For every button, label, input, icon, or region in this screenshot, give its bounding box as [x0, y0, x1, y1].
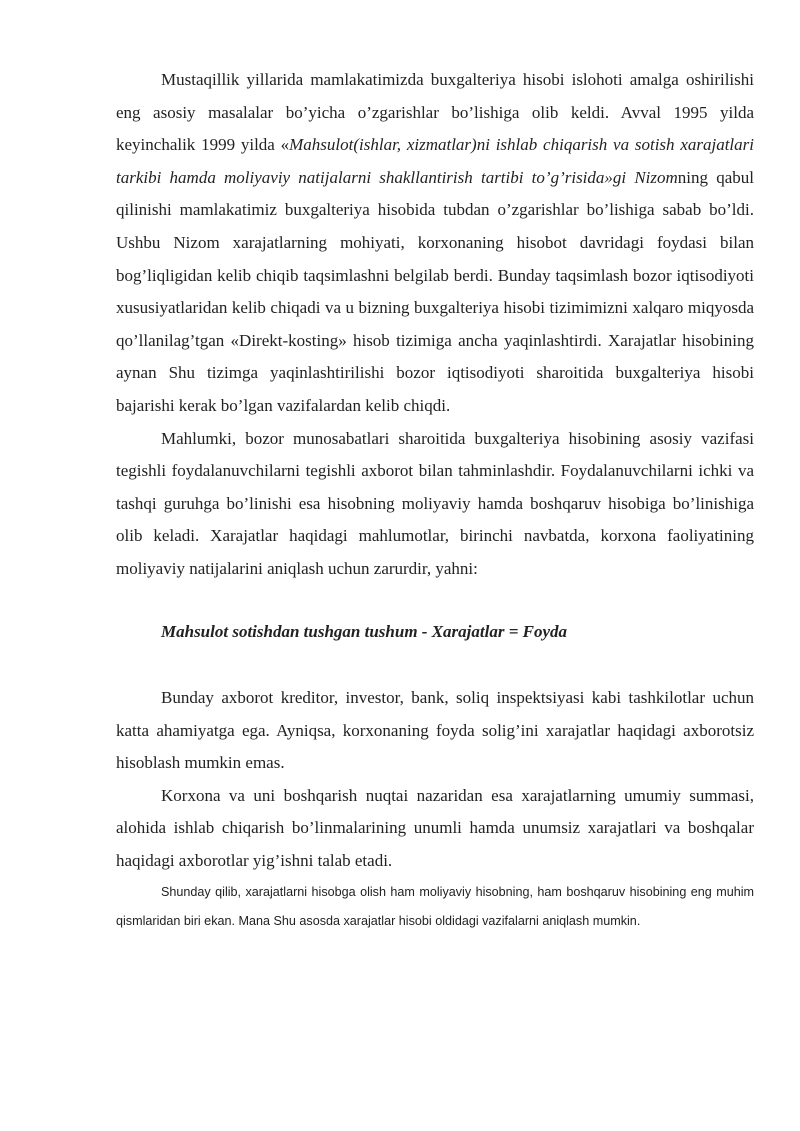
paragraph-1-text-b: ning qabul qilinishi mamlakatimiz buxgalteriya hisobida tubdan o’zgarishlar bo’lishiga sabab bo’ldi. Ushbu Nizom xarajatlarning mohiyati, korxonaning hisobot davridagi foydasi bilan bog’liqligidan kelib chiqib taqsimlashni belgilab berdi. Bunday taqsimlash bozor iqtisodiyoti xususiyatlaridan kelib chiqadi va u bizning buxgalteriya hisobi tizimimizni xalqaro miqyosda qo’llanilag’tgan «Direkt-kosting» hisob tizimiga ancha yaqinlashtirdi. Xarajatlar hisobining aynan Shu tizimga yaqinlashtirilishi bozor iqtisodiyoti sharoitida buxgalteriya hisobi bajarishi kerak bo’lgan vazifalardan kelib chiqdi. — [116, 167, 754, 415]
paragraph-5: Shunday qilib, xarajatlarni hisobga olish ham moliyaviy hisobning, ham boshqaruv hisobining eng muhim qismlaridan biri ekan. Mana Shu asosda xarajatlar hisobi oldidagi vazifalarni aniqlash mumkin. — [116, 884, 754, 928]
paragraph-3: Bunday axborot kreditor, investor, bank, soliq inspektsiyasi kabi tashkilotlar uchun katta ahamiyatga ega. Ayniqsa, korxonaning foyda solig’ini xarajatlar haqidagi axborotsiz hisoblash mumkin emas. — [116, 688, 754, 773]
profit-formula: Mahsulot sotishdan tushgan tushum - Xarajatlar = Foyda — [161, 621, 568, 641]
paragraph-4: Korxona va uni boshqarish nuqtai nazaridan esa xarajatlarning umumiy summasi, alohida ishlab chiqarish bo’linmalarining unumli hamda unumsiz xarajatlari va boshqalar haqidagi axborotlar yig’ishni talab etadi. — [116, 785, 754, 871]
paragraph-1-text-a: Mustaqillik yillarida mamlakatimizda buxgalteriya hisobi islohoti amalga oshirilishi eng asosiy masalalar bo’yicha o’zgarishlar bo’lishiga olib keldi. Avval 1995 yilda keyinchalik 1999 yilda « — [116, 70, 754, 155]
paragraph-1-nizom-title: Mahsulot(ishlar, xizmatlar)ni ishlab chiqarish va sotish xarajatlari tarkibi hamda moliyaviy natijalarni shakllantirish tartibi to’g’risida»gi Nizom — [116, 135, 754, 187]
paragraph-1 — [116, 64, 754, 423]
paragraph-2: Mahlumki, bozor munosabatlari sharoitida buxgalteriya hisobining asosiy vazifasi tegishli foydalanuvchilarni tegishli axborot bilan tahminlashdir. Foydalanuvchilarni ichki va tashqi guruhga bo’linishi esa hisobning moliyaviy hamda boshqaruv hisobiga bo’linishiga olib keladi. Xarajatlar haqidagi mahlumotlar, birinchi navbatda, korxona faoliyatining moliyaviy natijalarini aniqlash uchun zarurdir, yahni: — [116, 428, 754, 578]
